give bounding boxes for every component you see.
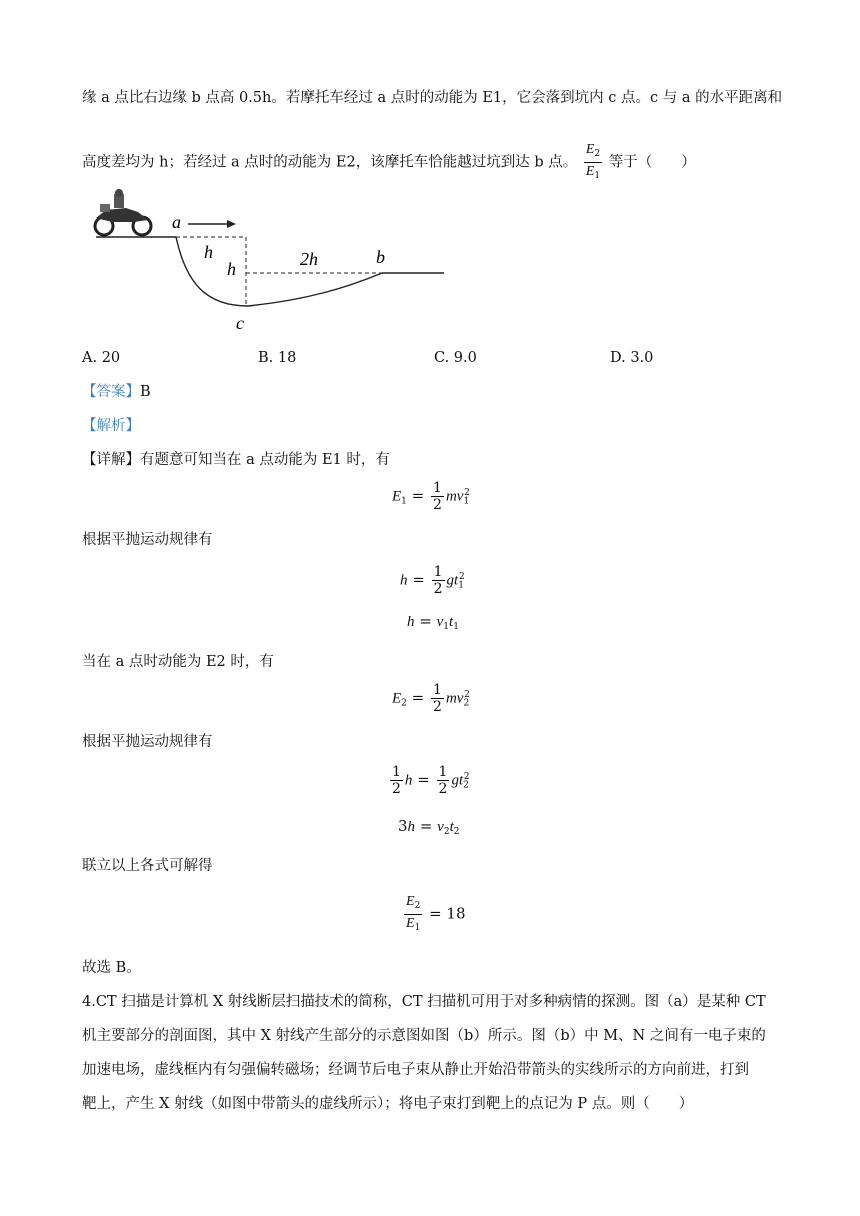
analysis-tag: 【解析】 [82,418,140,434]
option-a: A. 20 [82,350,121,366]
q3-line-2-end: 等于（ ） [608,154,696,171]
conclusion-line: 故选 B。 [82,960,141,976]
equation-h-1: h = $\frac{1}{2}$ $gt_1^2$ [400,564,465,597]
q4-line-1: 4.CT 扫描是计算机 X 射线断层扫描技术的简称，CT 扫描机可用于对多种病情的探测。图（a）是某种 CT [82,994,766,1010]
ratio-e2-e1: $\frac{E_2}{E_1}$ [585,142,601,181]
answer-value: B [140,384,151,400]
option-d: D. 3.0 [610,350,654,366]
answer-tag: 【答案】 [82,384,140,400]
label-c: c [236,313,244,333]
law-line-1: 根据平抛运动规律有 [82,532,213,548]
case2-line: 当在 a 点时动能为 E2 时，有 [82,654,274,670]
option-b: B. 18 [258,350,297,366]
label-h-2: h [227,259,236,279]
q3-line-2-text: 高度差均为 h；若经过 a 点时的动能为 E2，该摩托车恰能越过坑到达 b 点。 [82,154,578,171]
equation-h-2: $h = v_1t_1$ [407,612,459,632]
detail-text: 有题意可知当在 a 点动能为 E1 时，有 [140,452,390,468]
q3-line-2 [82,141,696,184]
pit-figure [86,188,456,336]
equation-result: $\frac{E_2}{E_1}$ = 18 [406,894,466,933]
answer-line [82,382,151,402]
combine-line: 联立以上各式可解得 [82,858,213,874]
label-b: b [376,247,385,267]
result-value: 18 [446,904,466,923]
equation-e1: $E_1$ = $\frac{1}{2}$ $mv_1^2$ [392,480,470,513]
equation-half-h: $\frac{1}{2}$ h = $\frac{1}{2}$ $gt_2^2$ [392,764,470,797]
label-2h: 2h [300,249,318,269]
q4-line-2: 机主要部分的剖面图，其中 X 射线产生部分的示意图如图（b）所示。图（b）中 M、N 之间有一电子束的 [82,1028,766,1044]
option-c: C. 9.0 [434,350,477,366]
label-a: a [172,212,181,232]
equation-3h: $3h = v_2t_2$ [398,817,460,837]
motorcycle-icon [95,189,151,235]
law-line-2: 根据平抛运动规律有 [82,734,213,750]
q4-line-4: 靶上，产生 X 射线（如图中带箭头的虚线所示）；将电子束打到靶上的点记为 P 点。则（ ） [82,1096,694,1112]
detail-tag: 【详解】 [82,452,140,468]
label-h-1: h [204,242,213,262]
q3-line-1: 缘 a 点比右边缘 b 点高 0.5h。若摩托车经过 a 点时的动能为 E1，它会落到坑内 c 点。c 与 a 的水平距离和 [82,90,783,106]
q4-line-3: 加速电场，虚线框内有匀强偏转磁场；经调节后电子束从静止开始沿带箭头的实线所示的方向前进，打到 [82,1062,749,1078]
detail-line [82,450,390,470]
equation-e2: $E_2$ = $\frac{1}{2}$ $mv_2^2$ [392,682,470,715]
